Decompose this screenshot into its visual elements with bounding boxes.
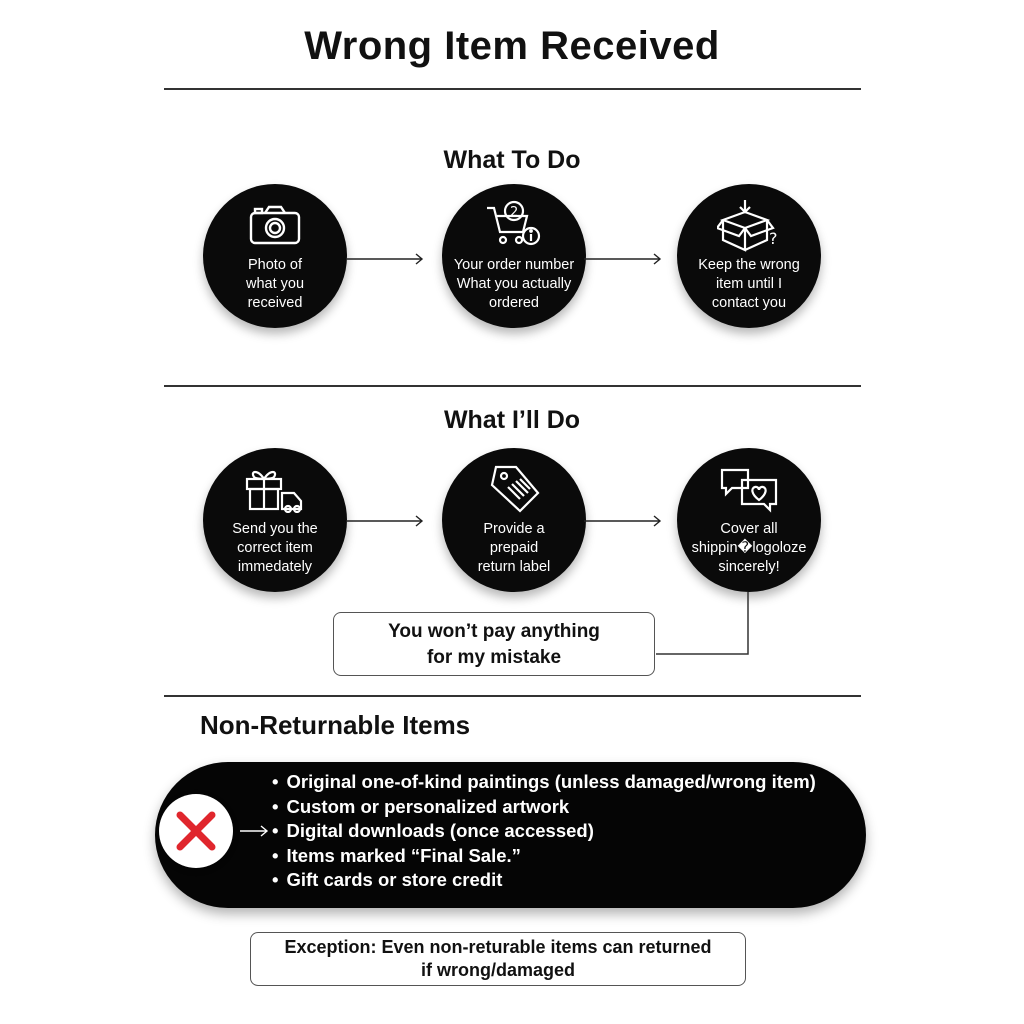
list-item: • Original one-of-kind paintings (unless damaged/wrong item)	[272, 770, 816, 795]
step-label: Cover all shippin�logoloze sincerely!	[691, 521, 807, 575]
step-photo	[203, 184, 347, 328]
arrow-right-icon	[584, 514, 664, 528]
chat-heart-icon	[718, 466, 780, 512]
step-label: Provide a prepaid return label	[477, 521, 551, 575]
step-send-correct-item	[203, 448, 347, 592]
cart-info-icon	[485, 202, 543, 248]
step-keep-item	[677, 184, 821, 328]
divider	[164, 695, 861, 697]
section-heading-what-ill-do: What I’ll Do	[443, 406, 581, 434]
exception-note: Exception: Even non-returable items can returned if wrong/damaged	[250, 932, 746, 986]
box-question-icon	[717, 202, 781, 248]
connector-line	[650, 592, 754, 658]
arrow-right-icon	[240, 824, 270, 838]
list-item: • Digital downloads (once accessed)	[272, 819, 816, 844]
step-order-number	[442, 184, 586, 328]
non-returnable-list	[272, 770, 816, 893]
section-heading-non-returnable: Non-Returnable Items	[200, 710, 471, 740]
step-prepaid-label	[442, 448, 586, 592]
step-label: Send you the correct item immedately	[232, 521, 318, 575]
step-label: Your order number What you actually ordered	[453, 257, 575, 311]
gift-truck-icon	[244, 466, 306, 512]
divider	[164, 88, 861, 90]
camera-icon	[248, 202, 302, 248]
svg-text:2: 2	[510, 205, 519, 220]
arrow-right-icon	[346, 252, 426, 266]
page-title: Wrong Item Received	[304, 24, 720, 68]
svg-text:?: ?	[769, 229, 778, 248]
step-cover-shipping	[677, 448, 821, 592]
arrow-right-icon	[584, 252, 664, 266]
section-heading-what-to-do: What To Do	[443, 146, 581, 174]
list-item: • Items marked “Final Sale.”	[272, 844, 816, 869]
divider	[164, 385, 861, 387]
step-label: Photo of what you received	[245, 257, 305, 311]
step-label: Keep the wrong item until I contact you	[698, 257, 800, 311]
price-tag-icon	[486, 466, 542, 512]
note-box: You won’t pay anything for my mistake	[333, 612, 655, 676]
list-item: • Custom or personalized artwork	[272, 795, 816, 820]
list-item: • Gift cards or store credit	[272, 868, 816, 893]
arrow-right-icon	[346, 514, 426, 528]
red-x-icon	[159, 794, 233, 868]
